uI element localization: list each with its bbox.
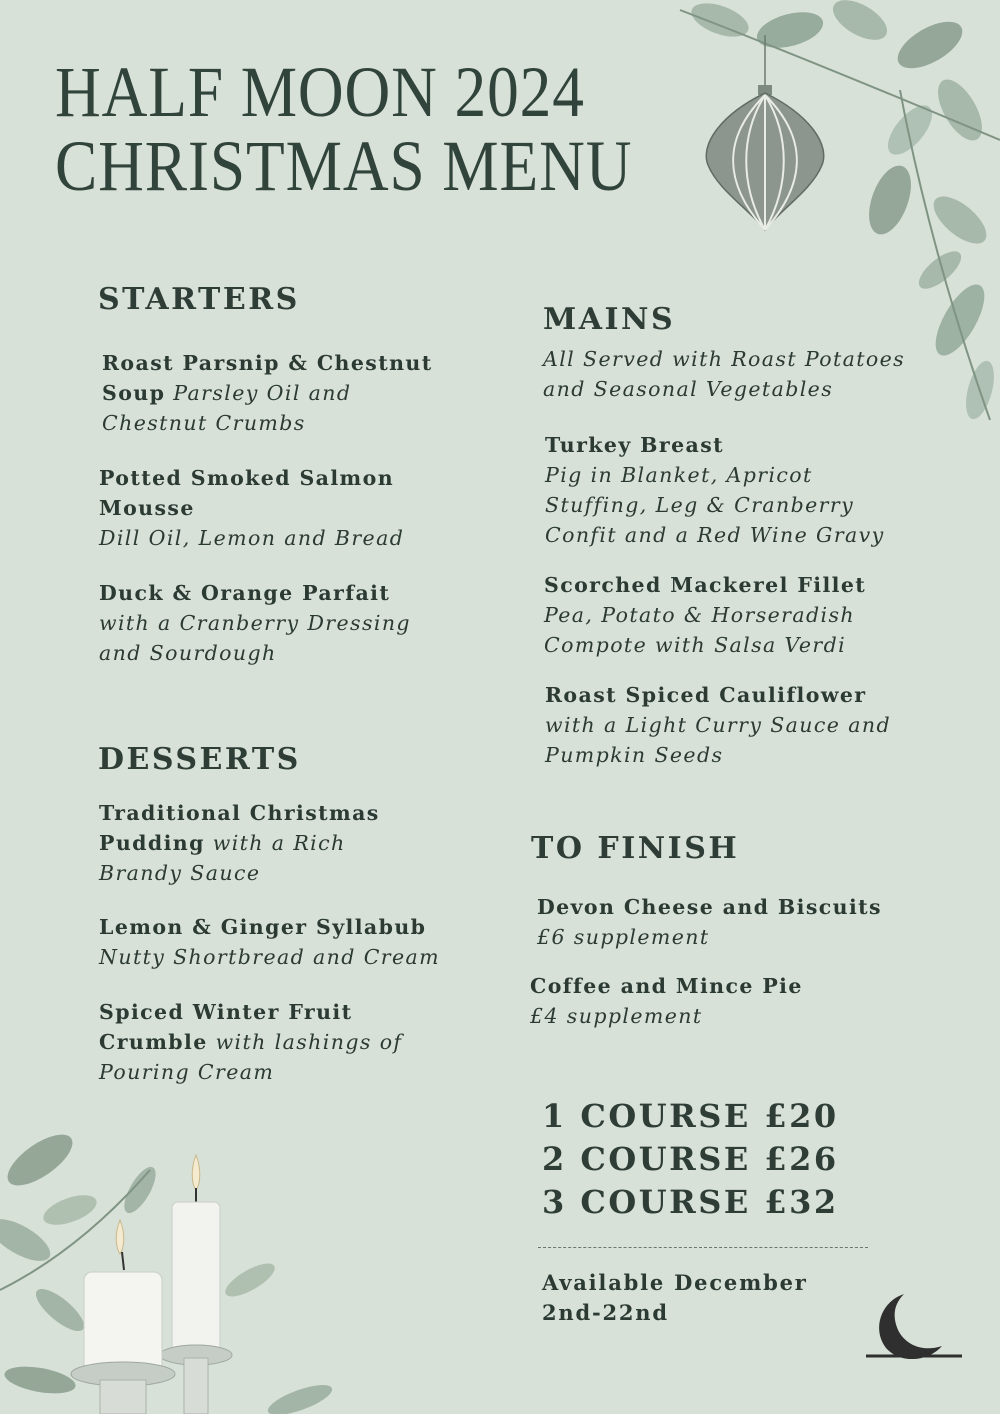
page-title bbox=[55, 52, 633, 206]
mains-heading: MAINS bbox=[543, 302, 676, 337]
menu-item bbox=[99, 463, 419, 553]
menu-item bbox=[102, 348, 442, 438]
dish-description: with a Light Curry Sauce and Pumpkin Seeds bbox=[545, 713, 891, 767]
candles-icon bbox=[0, 1130, 360, 1414]
dish-description: £6 supplement bbox=[537, 925, 710, 949]
availability-note: Available December 2nd-22nd bbox=[542, 1270, 808, 1325]
menu-item bbox=[544, 570, 874, 660]
title-line-2: CHRISTMAS MENU bbox=[55, 126, 633, 206]
dish-description: Dill Oil, Lemon and Bread bbox=[99, 526, 405, 550]
desserts-heading: DESSERTS bbox=[98, 742, 301, 777]
menu-item bbox=[99, 912, 459, 972]
dish-name: Devon Cheese and Biscuits bbox=[537, 895, 882, 919]
price-2-course: 2 COURSE £26 bbox=[542, 1140, 839, 1178]
dish-description: Pig in Blanket, Apricot Stuffing, Leg & Cranberry Confit and a Red Wine Gravy bbox=[545, 463, 885, 547]
price-3-course: 3 COURSE £32 bbox=[542, 1183, 839, 1221]
menu-item bbox=[99, 578, 434, 668]
price-list bbox=[542, 1095, 839, 1224]
dish-description: Pea, Potato & Horseradish Compote with Salsa Verdi bbox=[544, 603, 855, 657]
mains-note bbox=[543, 344, 913, 404]
dish-name: Scorched Mackerel Fillet bbox=[544, 573, 867, 597]
menu-item bbox=[537, 892, 897, 952]
title-line-1: HALF MOON 2024 bbox=[55, 52, 585, 132]
dish-name: Coffee and Mince Pie bbox=[530, 974, 803, 998]
menu-item bbox=[545, 430, 895, 550]
to-finish-heading: TO FINISH bbox=[531, 831, 740, 866]
menu-item bbox=[99, 997, 419, 1087]
dish-name: Roast Parsnip & Chestnut Soup bbox=[102, 351, 433, 405]
dish-description: with a Rich Brandy Sauce bbox=[99, 831, 346, 885]
divider bbox=[538, 1247, 868, 1248]
starters-heading: STARTERS bbox=[98, 282, 300, 317]
bauble-ornament-icon bbox=[700, 35, 830, 235]
menu-item bbox=[545, 680, 895, 770]
dish-name: Turkey Breast bbox=[545, 433, 725, 457]
dish-name: Lemon & Ginger Syllabub bbox=[99, 915, 427, 939]
menu-item bbox=[530, 971, 890, 1031]
dish-name: Roast Spiced Cauliflower bbox=[545, 683, 867, 707]
dish-name: Traditional Christmas Pudding bbox=[99, 801, 380, 855]
dish-description: Parsley Oil and Chestnut Crumbs bbox=[102, 381, 352, 435]
dish-description: £4 supplement bbox=[530, 1004, 703, 1028]
dish-name: Potted Smoked Salmon Mousse bbox=[99, 466, 395, 520]
dish-description: with a Cranberry Dressing and Sourdough bbox=[99, 611, 411, 665]
dish-description: Nutty Shortbread and Cream bbox=[99, 945, 440, 969]
menu-item bbox=[99, 798, 399, 888]
crescent-moon-icon bbox=[862, 1290, 966, 1370]
price-1-course: 1 COURSE £20 bbox=[542, 1097, 839, 1135]
dish-description: with lashings of Pouring Cream bbox=[99, 1030, 403, 1084]
dish-name: Duck & Orange Parfait bbox=[99, 581, 391, 605]
mains-note-text: All Served with Roast Potatoes and Seasonal Vegetables bbox=[543, 347, 906, 401]
dish-name: Spiced Winter Fruit Crumble bbox=[99, 1000, 353, 1054]
